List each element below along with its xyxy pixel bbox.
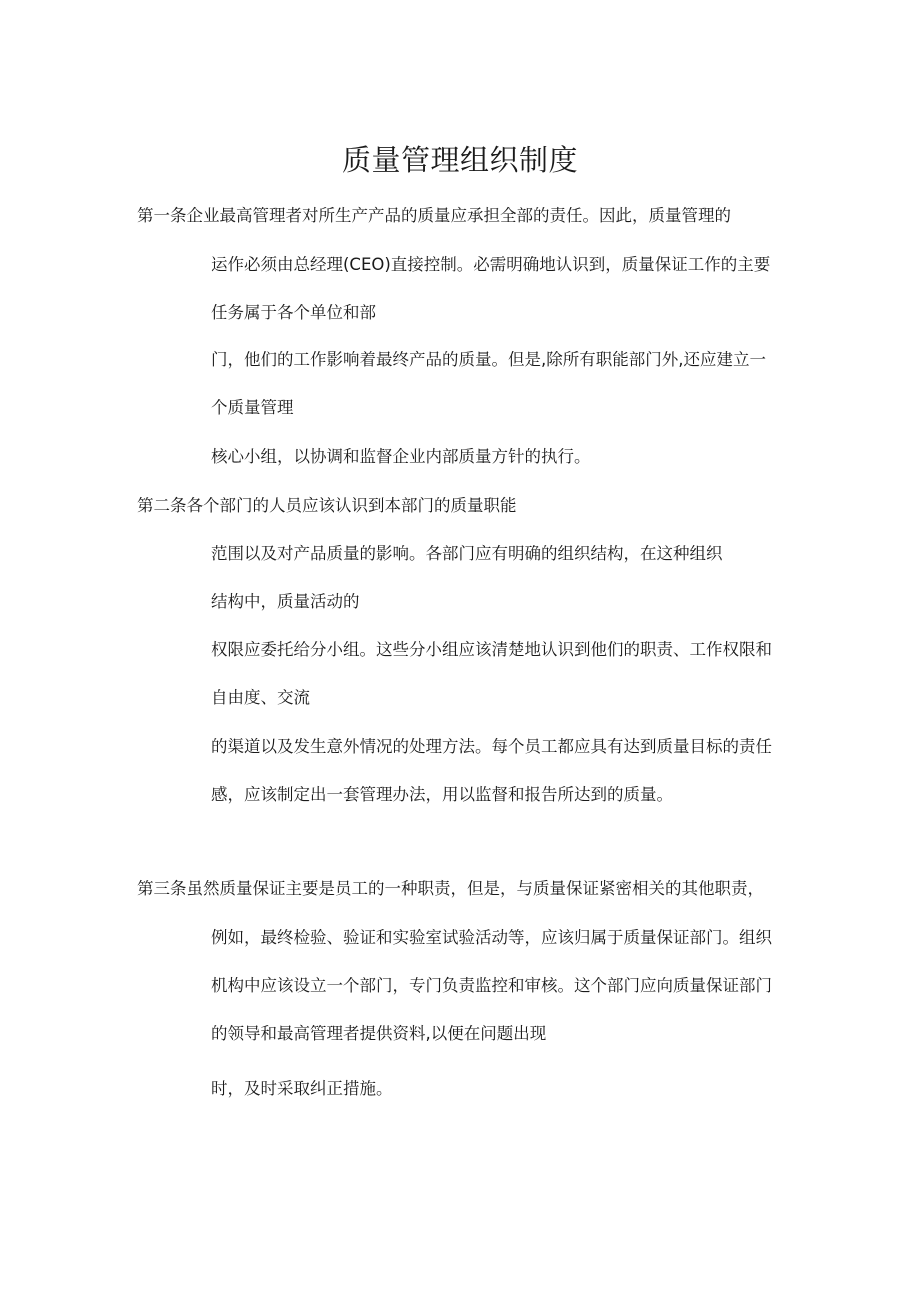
article-2-line-2: 范围以及对产品质量的影响。各部门应有明确的组织结构，在这种组织 (211, 544, 723, 563)
article-2-line-3: 结构中，质量活动的 (211, 592, 360, 611)
article-3-line-2: 例如，最终检验、验证和实验室试验活动等，应该归属于质量保证部门。组织 (211, 928, 772, 947)
article-1-line-5: 个质量管理 (211, 398, 294, 417)
article-3-line-5: 时，及时采取纠正措施。 (211, 1079, 393, 1098)
article-2-line-5: 自由度、交流 (211, 688, 310, 707)
article-2-line-1: 第二条各个部门的人员应该认识到本部门的质量职能 (137, 496, 517, 515)
article-2-line-6: 的渠道以及发生意外情况的处理方法。每个员工都应具有达到质量目标的责任 (211, 737, 772, 756)
article-2-line-4: 权限应委托给分小组。这些分小组应该清楚地认识到他们的职责、工作权限和 (211, 640, 772, 659)
document-title: 质量管理组织制度 (341, 143, 578, 177)
article-3-line-1: 第三条虽然质量保证主要是员工的一种职责，但是，与质量保证紧密相关的其他职责， (137, 879, 764, 898)
article-3-line-4: 的领导和最高管理者提供资料,以便在问题出现 (211, 1024, 547, 1043)
article-2-line-7: 感，应该制定出一套管理办法，用以监督和报告所达到的质量。 (211, 785, 673, 804)
article-1-line-2: 运作必须由总经理(CEO)直接控制。必需明确地认识到，质量保证工作的主要 (211, 255, 771, 274)
article-1-line-4: 门，他们的工作影响着最终产品的质量。但是,除所有职能部门外,还应建立一 (211, 350, 766, 369)
article-3-line-3: 机构中应该设立一个部门，专门负责监控和审核。这个部门应向质量保证部门 (211, 976, 772, 995)
article-1-line-3: 任务属于各个单位和部 (211, 303, 376, 322)
article-1-line-1: 第一条企业最高管理者对所生产产品的质量应承担全部的责任。因此，质量管理的 (137, 206, 731, 225)
article-1-line-6: 核心小组，以协调和监督企业内部质量方针的执行。 (211, 447, 591, 466)
